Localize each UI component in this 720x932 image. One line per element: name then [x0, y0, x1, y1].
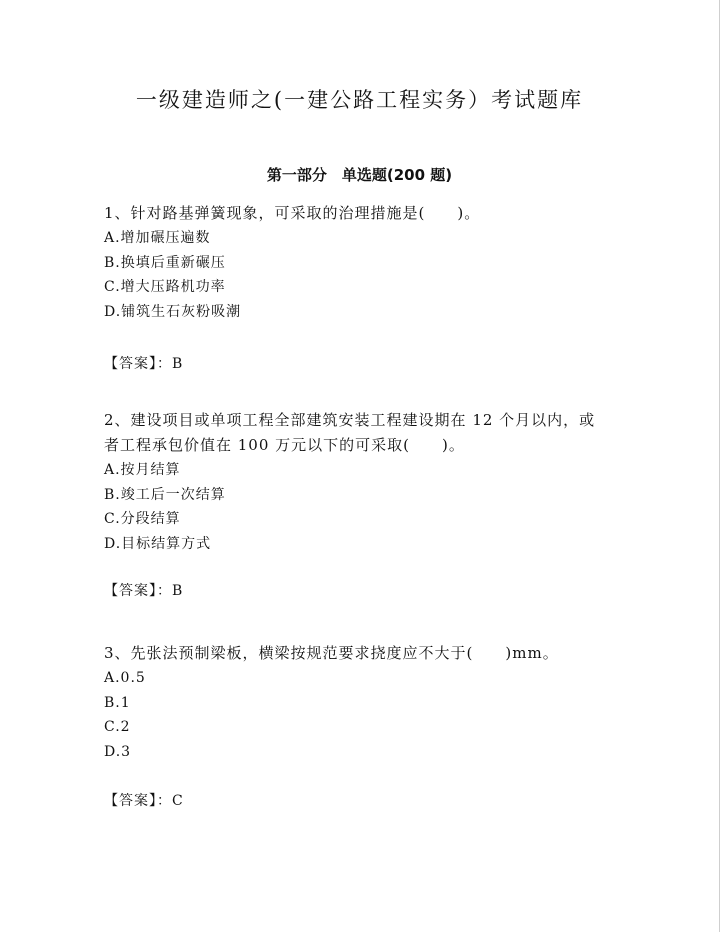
question-2: [104, 408, 614, 603]
document-title: 一级建造师之(一建公路工程实务）考试题库: [135, 88, 584, 112]
answer: 【答案】：B: [104, 583, 184, 599]
option-d: D.3: [104, 743, 132, 760]
answer: 【答案】：B: [104, 356, 184, 372]
option-c: C.增大压路机功率: [104, 279, 226, 295]
question-stem: 3、先张法预制梁板，横梁按规范要求挠度应不大于( )mm。: [104, 644, 559, 662]
option-c: C.分段结算: [104, 511, 181, 527]
option-b: B.换填后重新碾压: [104, 254, 226, 271]
option-b: B.1: [104, 694, 131, 711]
option-a: A.0.5: [104, 670, 146, 686]
answer: 【答案】：C: [104, 793, 184, 809]
option-d: D.铺筑生石灰粉吸潮: [104, 303, 242, 320]
option-c: C.2: [104, 719, 131, 735]
question-1: [104, 201, 614, 376]
option-a: A.增加碾压遍数: [104, 230, 211, 246]
question-stem-line-2: 者工程承包价值在 100 万元以下的可采取( )。: [104, 436, 465, 454]
question-stem: 1、针对路基弹簧现象，可采取的治理措施是( )。: [104, 204, 481, 222]
question-stem-line-1: 2、建设项目或单项工程全部建筑安装工程建设期在 12 个月以内，或: [104, 411, 596, 429]
option-d: D.目标结算方式: [104, 535, 212, 552]
option-b: B.竣工后一次结算: [104, 486, 226, 503]
section-title: 第一部分 单选题(200 题): [266, 166, 453, 184]
option-a: A.按月结算: [104, 462, 181, 478]
question-3: [104, 641, 614, 813]
